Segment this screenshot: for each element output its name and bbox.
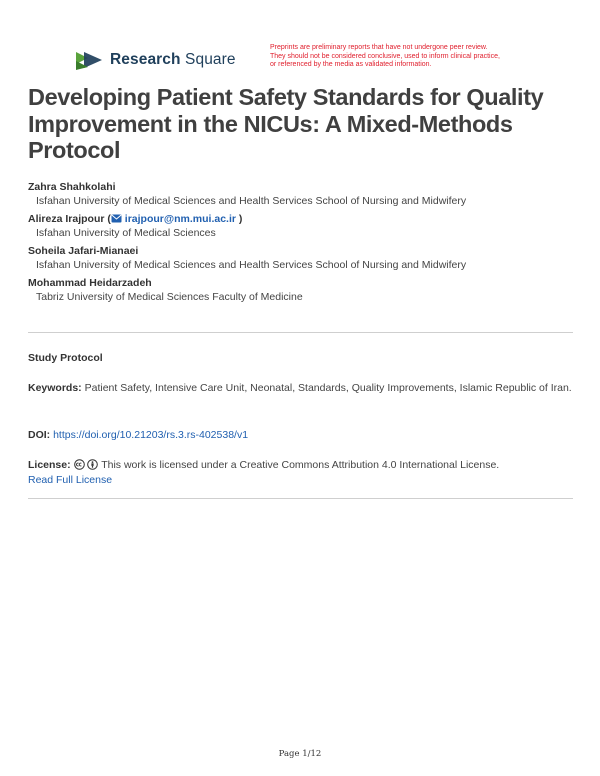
author-entry (28, 276, 578, 304)
section-divider (28, 332, 573, 333)
author-name-line (28, 212, 578, 226)
brand-name-part-1: Research (110, 51, 181, 68)
brand-name (110, 51, 236, 69)
attribution-icon (87, 459, 98, 470)
author-name: Mohammad Heidarzadeh (28, 277, 152, 289)
paper-title: Developing Patient Safety Standards for Quality Improvement in the NICUs: A Mixed-Methods Protocol (28, 84, 544, 163)
page-number: Page 1/12 (278, 749, 322, 759)
author-name: Alireza Irajpour (28, 213, 105, 225)
brand-name-part-2: Square (185, 51, 236, 68)
article-type: Study Protocol (28, 352, 103, 364)
keywords-text: Patient Safety, Intensive Care Unit, Neonatal, Standards, Quality Improvements, Islamic Republic of Iran. (84, 382, 572, 394)
research-square-logo[interactable] (74, 49, 236, 71)
author-entry (28, 244, 578, 272)
license-line (28, 458, 573, 488)
notice-line: or referenced by the media as validated information. (270, 61, 432, 69)
author-entry (28, 212, 578, 240)
notice-line: They should not be considered conclusive, used to inform clinical practice, (270, 52, 500, 60)
notice-line: Preprints are preliminary reports that have not undergone peer review. (270, 44, 488, 51)
license-text: This work is licensed under a Creative Commons Attribution 4.0 International License. (101, 459, 500, 471)
author-email-wrapper: ( irajpour@nm.mui.ac.ir ) (107, 213, 243, 225)
author-name: Zahra Shahkolahi (28, 181, 116, 193)
doi-line (28, 428, 573, 443)
author-affiliation: Isfahan University of Medical Sciences and Health Services School of Nursing and Midwifery (36, 195, 467, 207)
author-entry (28, 180, 578, 208)
envelope-icon (111, 214, 122, 223)
research-square-logo-icon (74, 49, 104, 71)
keywords-line (28, 381, 573, 396)
read-full-license-link[interactable]: Read Full License (28, 474, 113, 486)
author-affiliation: Isfahan University of Medical Sciences and Health Services School of Nursing and Midwifery (36, 259, 467, 271)
author-affiliation: Tabriz University of Medical Sciences Faculty of Medicine (36, 291, 303, 303)
doi-label: DOI: (28, 429, 51, 441)
author-name: Soheila Jafari-Mianaei (28, 245, 139, 257)
section-divider (28, 498, 573, 499)
author-email-link[interactable]: irajpour@nm.mui.ac.ir (124, 213, 236, 225)
author-affiliation: Isfahan University of Medical Sciences (36, 227, 216, 239)
license-label: License: (28, 459, 71, 471)
doi-link[interactable]: https://doi.org/10.21203/rs.3.rs-402538/v1 (53, 429, 249, 441)
keywords-label: Keywords: (28, 382, 82, 394)
creative-commons-icon (74, 459, 85, 470)
preprint-notice (270, 44, 540, 70)
author-list (28, 180, 578, 308)
